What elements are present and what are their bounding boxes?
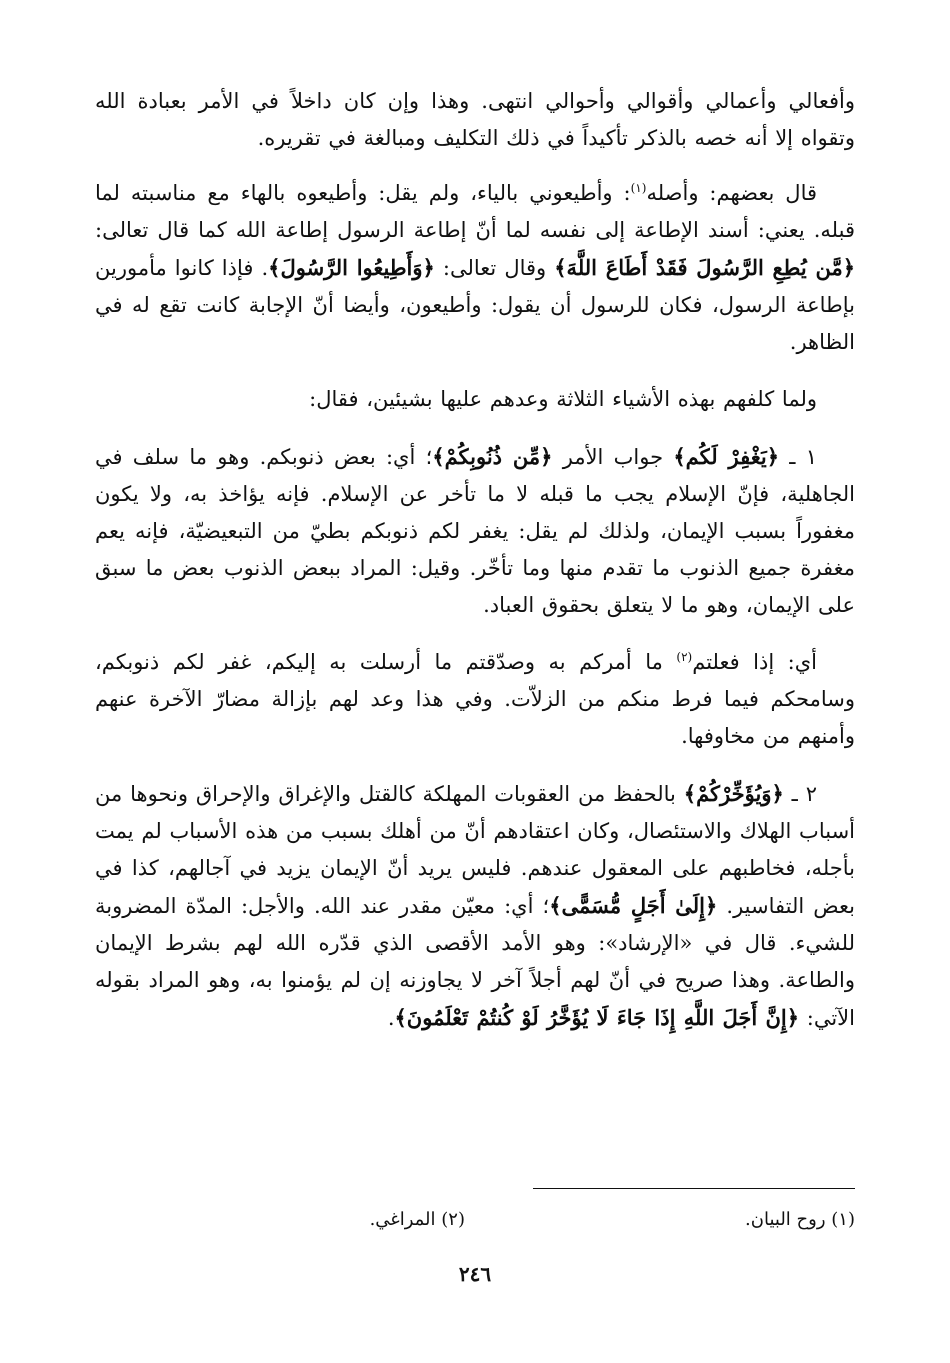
text-segment: ؛ أي: بعض ذنوبكم. وهو ما سلف في الجاهلية، فإنّ الإسلام يجب ما قبله لا ما تأخر عن الإسلام. فإنه يؤاخذ به، ولا يكون مغفوراً بسبب الإيمان، ولذلك لم يقل: يغفر لكم ذنوبكم بطيّ من التبعيضيّة، فإنه يعم مغفرة جميع الذنوب ما تقدم منها وما تأخّر. وقيل: المراد ببعض الذنوب بعض ما سبق على الإيمان، وهو ما لا يتعلق بحقوق العباد.: [95, 445, 855, 617]
text-segment: ١ ـ: [779, 445, 817, 469]
page-number: ٢٤٦: [458, 1262, 492, 1286]
text-segment: ٢ ـ: [783, 782, 817, 806]
text-segment: : وأطيعوني بالياء، ولم يقل: وأطيعوه بالهاء مع مناسبته لما قبله. يعني: أسند الإطاعة إلى نفسه لما أنّ إطاعة الرسول إطاعة الله كما قال تعالى:: [95, 181, 855, 242]
text-segment: قال بعضهم: وأصله: [646, 181, 818, 205]
text-segment: وأفعالي وأعمالي وأقوالي وأحوالي انتهى. وهذا وإن كان داخلاً في الأمر بعبادة الله وتقواه إلا أنه خصه بالذكر تأكيداً في ذلك التكليف ومبالغة في تقريره.: [95, 89, 855, 150]
footnote-reference: (١): [630, 181, 647, 195]
quran-verse: ﴿مَّن يُطِعِ الرَّسُولَ فَقَدْ أَطَاعَ اللَّهَ﴾: [554, 255, 855, 280]
footnote-reference: (٢): [676, 650, 693, 664]
footnote-1-text: روح البيان.: [745, 1209, 826, 1230]
text-segment: بالحفظ من العقوبات المهلكة كالقتل والإغراق والإحراق ونحوها من أسباب الهلاك والاستئصال، وكان اعتقادهم أنّ من أهلك بسبب من هذه الأسباب لم يمت بأجله، فخاطبهم على المعقول عندهم. فليس يريد أنّ الإيمان يزيد في آجالهم، كذا في بعض التفاسير.: [95, 782, 855, 918]
footnote-2-mark: (٢): [441, 1209, 465, 1230]
footnote-1: [745, 1206, 855, 1234]
text-segment: أي: إذا فعلتم: [692, 650, 818, 674]
quran-verse: ﴿يَغْفِرْ لَكُم﴾: [673, 444, 780, 469]
footnotes: [95, 1206, 855, 1236]
paragraph-4: [95, 438, 855, 624]
text-segment: ما أمركم به وصدّقتم ما أرسلت به إليكم، غفر لكم ذنوبكم، وسامحكم فيما فرط منكم من الزلاّت. وفي هذا وعد لهم بإزالة مضارّ الآخرة عنهم وأمنهم من مخاوفها.: [95, 650, 855, 748]
footnote-1-mark: (١): [831, 1209, 855, 1230]
footnote-2: [370, 1206, 465, 1234]
text-segment: ؛ أي: معيّن مقدر عند الله. والأجل: المدّة المضروبة للشيء. قال في «الإرشاد»: وهو الأمد الأقصى الذي قدّره الله لهم بشرط الإيمان والطاعة. وهذا صريح في أنّ لهم أجلاً آخر لا يجاوزنه إن لم يؤمنوا به، وهو المراد بقوله الآتي:: [95, 894, 855, 1030]
footnote-2-text: المراغي.: [369, 1209, 436, 1230]
quran-verse: ﴿إِنَّ أَجَلَ اللَّهِ إِذَا جَاءَ لَا يُؤَخَّرُ لَوْ كُنتُمْ تَعْلَمُونَ﴾: [394, 1005, 800, 1030]
text-segment: جواب الأمر: [552, 445, 674, 469]
quran-verse: ﴿وَأَطِيعُوا الرَّسُولَ﴾: [268, 255, 435, 280]
paragraph-1: [95, 83, 855, 157]
quran-verse: ﴿مِّن ذُنُوبِكُمْ﴾: [432, 444, 553, 469]
paragraph-3: [95, 381, 855, 418]
quran-verse: ﴿وَيُؤَخِّرْكُمْ﴾: [683, 781, 784, 806]
quran-verse: ﴿إِلَىٰ أَجَلٍ مُّسَمًّى﴾: [549, 893, 718, 918]
text-segment: . فإذا كانوا مأمورين بإطاعة الرسول، فكان للرسول أن يقول: وأطيعون، وأيضا أنّ الإجابة كانت تقع له في الظاهر.: [95, 256, 855, 354]
paragraph-2: [95, 175, 855, 361]
text-segment: .: [387, 1006, 395, 1030]
footnote-separator: [533, 1188, 855, 1189]
text-segment: ولما كلفهم بهذه الأشياء الثلاثة وعدهم عليها بشيئين، فقال:: [309, 387, 817, 411]
paragraph-6: [95, 775, 855, 1037]
text-segment: وقال تعالى:: [434, 256, 555, 280]
paragraph-5: [95, 644, 855, 755]
